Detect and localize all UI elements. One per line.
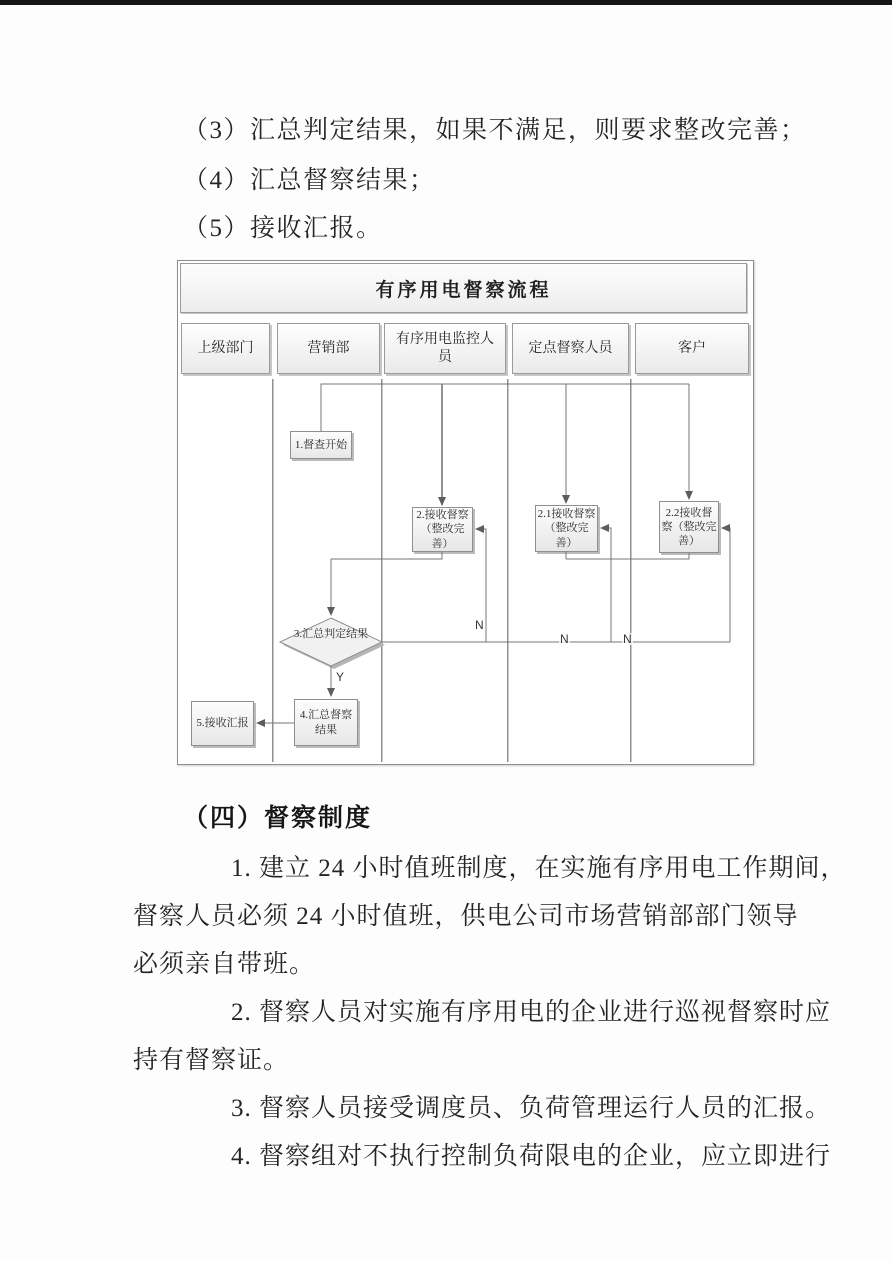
edge-label-no-2: N [560,632,569,646]
flowchart-title: 有序用电督察流程 [180,263,747,313]
node-receive-inspection: 2.接收督察（整改完善） [412,507,473,552]
scan-top-border [0,0,892,5]
lane-header-inspection-staff: 定点督察人员 [512,323,629,374]
edge-label-yes: Y [336,670,345,684]
node-summarize-inspection-results: 4.汇总督察结果 [294,699,358,746]
lane-header-monitoring-staff: 有序用电监控人员 [384,323,506,374]
node-receive-inspection-2-1: 2.1接收督察（整改完善） [535,505,598,552]
body-line-7: 4. 督察组对不执行控制负荷限电的企业，应立即进行 [231,1143,832,1170]
body-line-1: 1. 建立 24 小时值班制度，在实施有序用电工作期间， [231,855,847,882]
intro-line-5: （5）接收汇报。 [183,215,383,242]
edge-label-no-1: N [475,618,484,632]
lane-header-superior-department: 上级部门 [181,323,270,374]
body-line-6: 3. 督察人员接受调度员、负荷管理运行人员的汇报。 [231,1095,832,1122]
body-line-3: 必须亲自带班。 [133,951,316,978]
intro-line-4: （4）汇总督察结果； [183,167,436,194]
node-start: 1.督查开始 [290,431,352,459]
body-line-4: 2. 督察人员对实施有序用电的企业进行巡视督察时应 [231,999,832,1026]
body-line-5: 持有督察证。 [133,1047,290,1074]
section-heading-inspection-system: （四）督察制度 [183,805,373,832]
lane-header-customer: 客户 [635,323,749,374]
body-line-2: 督察人员必须 24 小时值班，供电公司市场营销部部门领导 [133,903,799,930]
node-receive-report: 5.接收汇报 [191,701,254,746]
lane-header-marketing-department: 营销部 [277,323,380,374]
flowchart [177,260,754,765]
intro-line-3: （3）汇总判定结果，如果不满足，则要求整改完善； [183,117,807,144]
node-decision-summarize-results: 3.汇总判定结果 [293,628,369,640]
node-receive-inspection-2-2: 2.2接收督察（整改完善） [659,501,719,553]
edge-label-no-3: N [623,632,632,646]
